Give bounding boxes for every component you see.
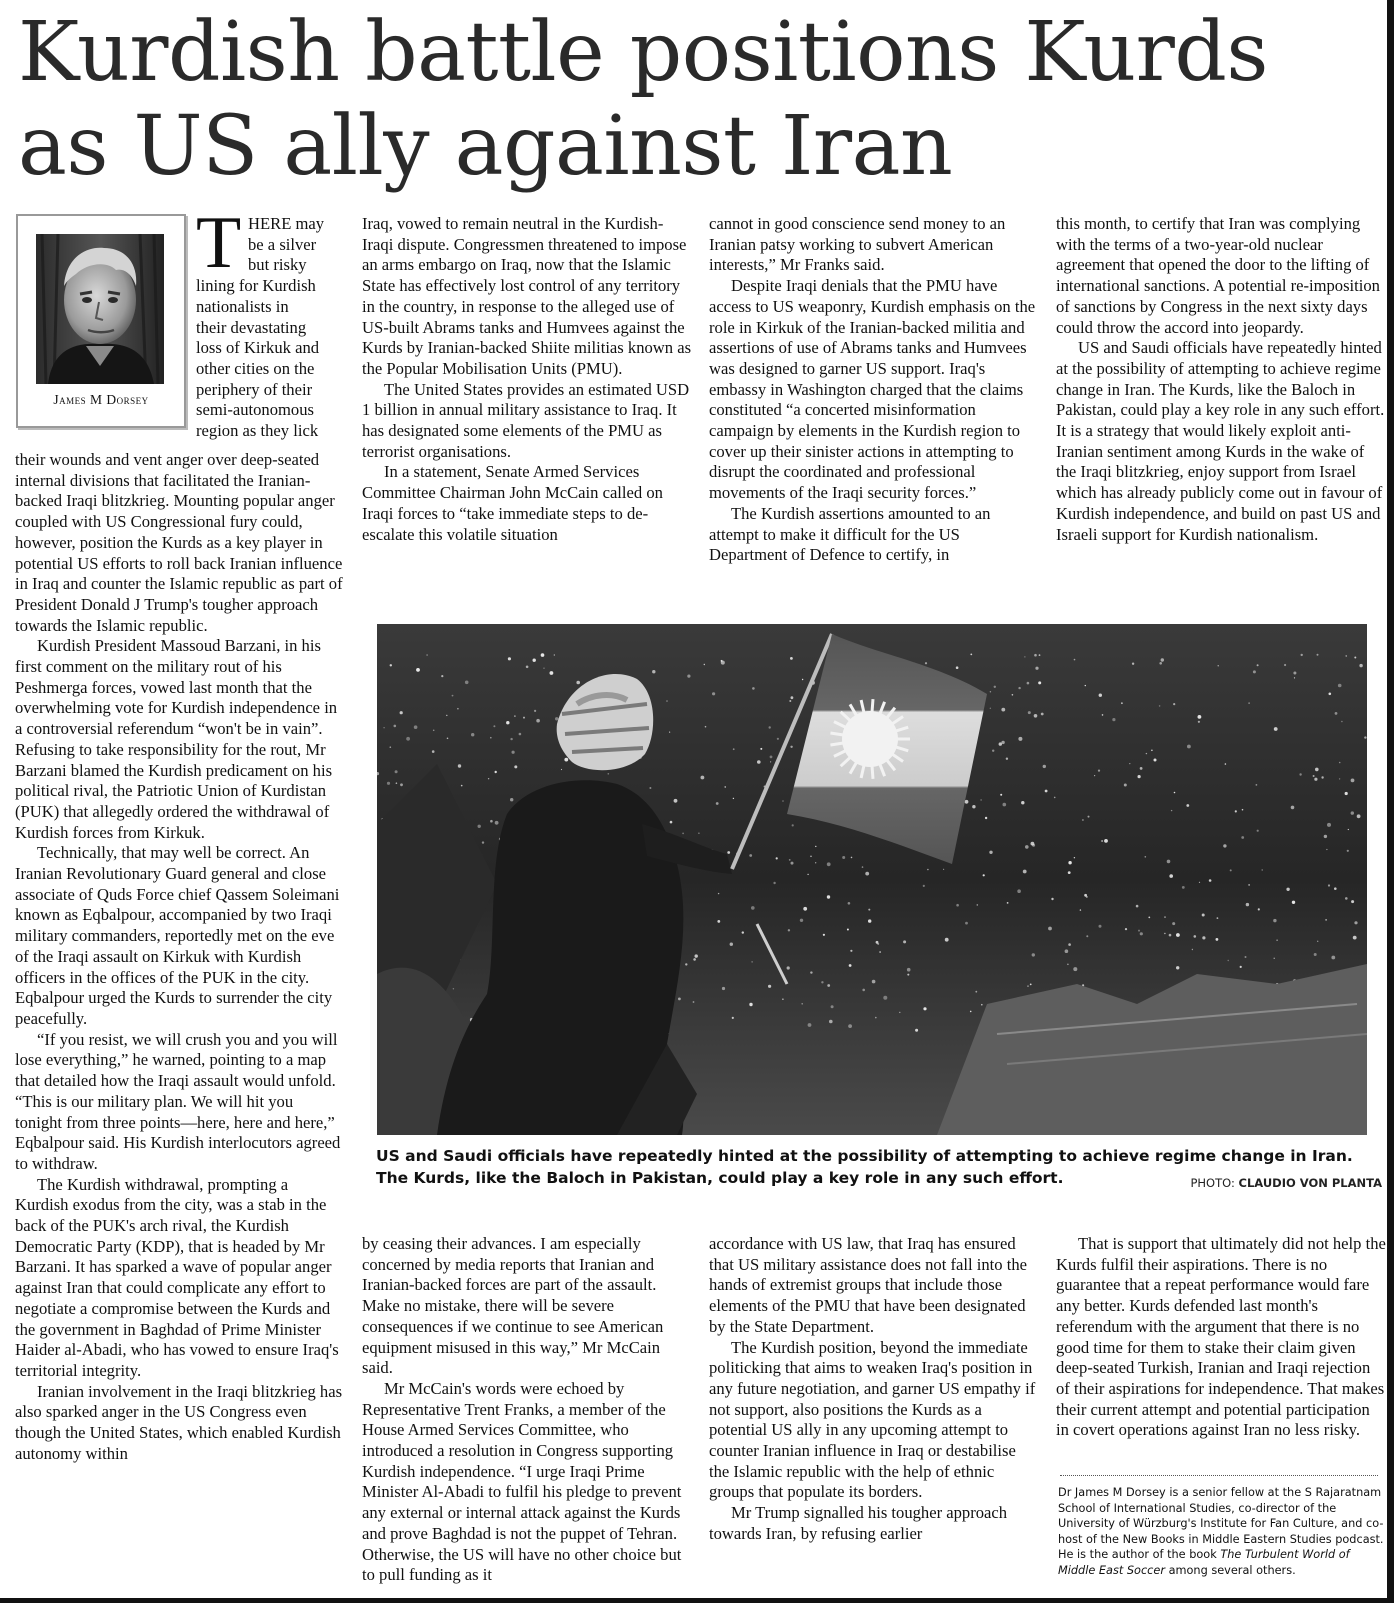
paragraph: Iraq, vowed to remain neutral in the Kurdish-Iraqi dispute. Congressmen threatened to impose an arms embargo on Iraq, now that the Islamic State has effectively lost control of any territory in the country, in response to the alleged use of US-built Abrams tanks and Humvees against the Kurds by Iranian-backed Shiite militias known as the Popular Mobilisation Units (PMU). [362,214,692,378]
paragraph: The United States provides an estimated USD 1 billion in annual military assistance to Iraq. It has designated some elements of the PMU as terrorist organisations. [362,379,690,461]
author-bio-tail: among several others. [1164,1563,1296,1577]
paragraph: US and Saudi officials have repeatedly hinted at the possibility of attempting to achieve regime change in Iran. The Kurds, like the Baloch in Pakistan, could play a key role in any such effort. It is a strategy that would likely exploit anti-Iranian sentiment among Kurds in the wake of the Iraqi blitzkrieg, enjoy support from Israel which has already publicly come out in favour of Kurdish independence, and build on past US and Israeli support for Kurdish nationalism. [1056,338,1385,544]
paragraph: Mr McCain's words were echoed by Representative Trent Franks, a member of the House Armed Services Committee, who introduced a resolution in Congress supporting Kurdish independence. “I urge Iraqi Prime Minister Al-Abadi to fulfil his pledge to prevent any external or internal attack against the Kurds and prove Baghdad is not the puppet of Tehran. Otherwise, the US will have no other choice but to pull funding as it [362,1378,682,1585]
lead-line: periphery of their [196,379,313,399]
article-column-2-bottom [362,1234,692,1596]
article-column-1 [15,450,343,1598]
page-edge-right [1387,0,1394,1603]
lead-line: region as they lick [196,421,319,441]
paragraph: That is support that ultimately did not help the Kurds fulfil their aspirations. There is no guarantee that a repeat performance would fare any better. Kurds defended last month's referendum with the argument that there is no good time for them to stake their claim given deep-seated Turkish, Iranian and Iraqi rejection of their aspirations for independence. That makes their current attempt and potential participation in covert operations against Iran no less risky. [1056,1234,1386,1440]
lead-line: semi-autonomous [196,400,314,420]
article-column-4-top [1056,214,1386,614]
paragraph: their wounds and vent anger over deep-seated internal divisions that facilitated the Iranian-backed Iraqi blitzkrieg. Mounting popular anger coupled with US Congressional fury could, however, position the Kurds as a key player in potential US efforts to roll back Iranian influence in Iraq and counter the Islamic republic as part of President Donald J Trump's tougher approach towards the Islamic republic. [15,450,343,635]
article-photo [377,624,1367,1135]
page-edge-bottom [0,1598,1394,1603]
article-column-3-top [709,214,1039,614]
article-column-2-top [362,214,692,614]
lead-paragraph-start [196,202,344,450]
author-box [16,214,186,428]
paragraph: accordance with US law, that Iraq has ensured that US military assistance does not fall into the hands of extremist groups that include those elements of the PMU that have been designated by the State Department. [709,1234,1027,1336]
paragraph: “If you resist, we will crush you and you will lose everything,” he warned, pointing to a map that detailed how the Iraqi assault would unfold. “This is our military plan. We will hit you tonight from three points—here, here and here,” Eqbalpour said. His Kurdish interlocutors agreed to withdraw. [15,1029,341,1173]
author-photo [36,234,164,384]
article-column-3-bottom [709,1234,1039,1596]
author-bio [1058,1485,1384,1579]
bio-divider [1060,1475,1378,1476]
lead-line: lining for Kurdish [196,276,316,296]
lead-line: nationalists in [196,296,289,316]
paragraph: Iranian involvement in the Iraqi blitzkrieg has also sparked anger in the US Congress even though the United States, which enabled Kurdish autonomy within [15,1381,343,1463]
paragraph: this month, to certify that Iran was complying with the terms of a two-year-old nuclear agreement that opened the door to the lifting of international sanctions. A potential re-imposition of sanctions by Congress in the next sixty days could throw the accord into jeopardy. [1056,214,1380,337]
lead-line: their devastating [196,317,307,337]
headline: Kurdish battle positions Kurds as US ally against Iran [18,5,1268,194]
paragraph: The Kurdish position, beyond the immediate politicking that aims to weaken Iraq's position in any future negotiation, and garner US empathy if not support, also positions the Kurds as a potential US ally in any upcoming attempt to counter Iranian influence in Iraq or destabilise the Islamic republic with the help of ethnic groups that populate its borders. [709,1337,1036,1502]
author-name: James M Dorsey [53,392,149,407]
photo-credit-name: CLAUDIO VON PLANTA [1238,1176,1382,1190]
paragraph: In a statement, Senate Armed Services Committee Chairman John McCain called on Iraqi forces to “take immediate steps to de-escalate this volatile situation [362,462,663,544]
paragraph: by ceasing their advances. I am especially concerned by media reports that Iranian and Iranian-backed forces are part of the assault. Make no mistake, there will be severe consequences if we continue to see American equipment misused in this way,” Mr McCain said. [362,1234,664,1378]
paragraph: Kurdish President Massoud Barzani, in his first comment on the military rout of his Peshmerga forces, vowed last month that the overwhelming vote for Kurdish independence in a controversial referendum “won't be in vain”. Refusing to take responsibility for the rout, Mr Barzani blamed the Kurdish predicament on his political rival, the Patriotic Union of Kurdistan (PUK) that allegedly ordered the withdrawal of Kurdish forces from Kirkuk. [15,636,338,842]
lead-line: but risky [248,255,307,275]
lead-line: loss of Kirkuk and [196,338,320,358]
photo-credit-label: PHOTO: [1190,1176,1235,1190]
paragraph: Despite Iraqi denials that the PMU have access to US weaponry, Kurdish emphasis on the role in Kirkuk of the Iranian-backed militia and assertions of use of Abrams tanks and Humvees was designed to garner US support. Iraq's embassy in Washington charged that the claims constituted “a concerted misinformation campaign by elements in the Kurdish region to cover up their sinister actions in attempting to disrupt the coordinated and professional movements of the Iraqi security forces.” [709,276,1036,503]
lead-line: other cities on the [196,358,315,378]
photo-caption: US and Saudi officials have repeatedly hinted at the possibility of attempting to achieve regime change in Iran. The Kurds, like the Baloch in Pakistan, could play a key role in any such effort. [376,1147,1353,1187]
paragraph: The Kurdish withdrawal, prompting a Kurdish exodus from the city, was a stab in the back of the PUK's arch rival, the Kurdish Democratic Party (KDP), that is headed by Mr Barzani. It has sparked a wave of popular anger against Iran that could complicate any effort to negotiate a compromise between the Kurds and the government in Baghdad of Prime Minister Haider al-Abadi, who has vowed to ensure Iraq's territorial integrity. [15,1174,339,1380]
article-column-4-bottom [1056,1234,1386,1470]
kurdish-flag-night-photo [377,624,1367,1135]
drop-cap: T [196,202,242,284]
paragraph: The Kurdish assertions amounted to an attempt to make it difficult for the US Department of Defence to certify, in [709,503,991,565]
paragraph: cannot in good conscience send money to an Iranian patsy working to subvert American interests,” Mr Franks said. [709,214,1006,275]
photo-credit [1190,1176,1382,1190]
lead-line: be a silver [248,234,317,254]
lead-line: HERE may [248,214,325,233]
author-bio-text: Dr James M Dorsey is a senior fellow at the S Rajaratnam School of International Studies, co-director of the University of Würzburg's Institute for Fan Culture, and co-host of the New Books in Middle Eastern Studies podcast. He is the author of the book [1058,1486,1384,1562]
lead-lines [196,214,344,442]
paragraph: Mr Trump signalled his tougher approach towards Iran, by refusing earlier [709,1503,1008,1543]
book-title: The Turbulent World of Middle East Soccer [1058,1548,1350,1577]
paragraph: Technically, that may well be correct. An Iranian Revolutionary Guard general and close associate of Quds Force chief Qassem Soleimani known as Eqbalpour, accompanied by two Iraqi military commanders, reportedly met on the eve of the Iraqi assault on Kirkuk with Kurdish officers in the offices of the PUK in the city. Eqbalpour urged the Kurds to surrender the city peacefully. [15,843,340,1028]
